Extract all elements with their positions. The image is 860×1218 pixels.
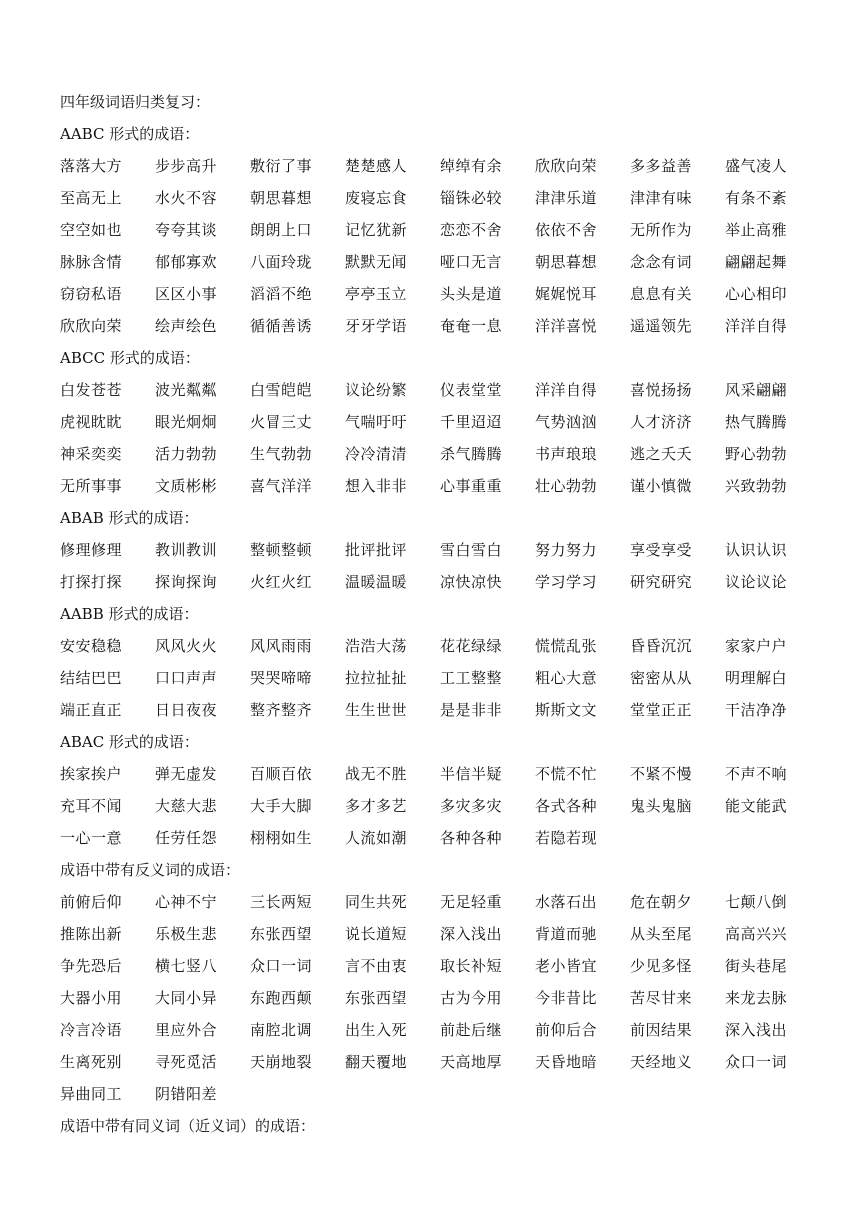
idiom-row [60, 470, 820, 502]
idiom-cell: 头头是道 [440, 285, 503, 303]
idiom-cell: 窃窃私语 [60, 285, 123, 303]
idiom-row [60, 438, 820, 470]
idiom-cell: 打探打探 [60, 573, 123, 591]
idiom-cell: 大同小异 [155, 989, 218, 1007]
idiom-row [60, 950, 820, 982]
section-heading: AABB 形式的成语： [60, 605, 199, 623]
idiom-cell: 朝思暮想 [250, 189, 313, 207]
idiom-cell: 想入非非 [345, 477, 408, 495]
idiom-cell: 无足轻重 [440, 893, 503, 911]
idiom-cell: 绰绰有余 [440, 157, 503, 175]
section-heading: 成语中带有同义词（近义词）的成语： [60, 1117, 316, 1135]
idiom-cell: 气喘吁吁 [345, 413, 408, 431]
idiom-cell: 慌慌乱张 [535, 637, 598, 655]
idiom-cell: 多灾多灾 [440, 797, 503, 815]
idiom-cell: 野心勃勃 [725, 445, 788, 463]
idiom-cell: 昏昏沉沉 [630, 637, 693, 655]
idiom-cell: 大器小用 [60, 989, 123, 1007]
idiom-cell: 乐极生悲 [155, 925, 218, 943]
idiom-cell: 口口声声 [155, 669, 218, 687]
idiom-cell: 雪白雪白 [440, 541, 503, 559]
idiom-cell: 言不由衷 [345, 957, 408, 975]
idiom-cell: 多多益善 [630, 157, 693, 175]
idiom-cell: 白发苍苍 [60, 381, 123, 399]
idiom-cell: 文质彬彬 [155, 477, 218, 495]
idiom-cell: 前俯后仰 [60, 893, 123, 911]
idiom-cell: 翻天覆地 [345, 1053, 408, 1071]
idiom-cell: 整顿整顿 [250, 541, 313, 559]
idiom-cell: 书声琅琅 [535, 445, 598, 463]
idiom-row [60, 662, 820, 694]
idiom-cell: 锱铢必较 [440, 189, 503, 207]
idiom-cell: 生离死别 [60, 1053, 123, 1071]
idiom-cell: 落落大方 [60, 157, 123, 175]
idiom-cell: 花花绿绿 [440, 637, 503, 655]
idiom-cell: 工工整整 [440, 669, 503, 687]
idiom-cell: 生气勃勃 [250, 445, 313, 463]
idiom-cell: 众口一词 [725, 1053, 788, 1071]
idiom-cell: 循循善诱 [250, 317, 313, 335]
idiom-cell: 争先恐后 [60, 957, 123, 975]
idiom-cell: 多才多艺 [345, 797, 408, 815]
idiom-cell: 人流如潮 [345, 829, 408, 847]
idiom-row [60, 310, 820, 342]
idiom-cell: 前赴后继 [440, 1021, 503, 1039]
idiom-cell: 区区小事 [155, 285, 218, 303]
idiom-cell: 眼光炯炯 [155, 413, 218, 431]
idiom-cell: 杀气腾腾 [440, 445, 503, 463]
document-title: 四年级词语归类复习： [60, 93, 211, 111]
idiom-cell: 三长两短 [250, 893, 313, 911]
idiom-cell: 各种各种 [440, 829, 503, 847]
idiom-cell: 盛气凌人 [725, 157, 788, 175]
idiom-cell: 阴错阳差 [155, 1085, 218, 1103]
idiom-cell: 喜气洋洋 [250, 477, 313, 495]
idiom-cell: 白雪皑皑 [250, 381, 313, 399]
section-heading: ABCC 形式的成语： [60, 349, 200, 367]
idiom-cell: 哑口无言 [440, 253, 503, 271]
idiom-cell: 念念有词 [630, 253, 693, 271]
idiom-row [60, 214, 820, 246]
idiom-cell: 能文能武 [725, 797, 788, 815]
idiom-cell: 翩翩起舞 [725, 253, 788, 271]
idiom-cell: 出生入死 [345, 1021, 408, 1039]
idiom-row [60, 1046, 820, 1078]
idiom-cell: 半信半疑 [440, 765, 503, 783]
section-heading: AABC 形式的成语： [60, 125, 200, 143]
idiom-cell: 各式各种 [535, 797, 598, 815]
idiom-cell: 整齐整齐 [250, 701, 313, 719]
idiom-row [60, 182, 820, 214]
idiom-cell: 哭哭啼啼 [250, 669, 313, 687]
idiom-cell: 东张西望 [345, 989, 408, 1007]
idiom-cell: 步步高升 [155, 157, 218, 175]
idiom-cell: 滔滔不绝 [250, 285, 313, 303]
idiom-cell: 安安稳稳 [60, 637, 123, 655]
idiom-cell: 拉拉扯扯 [345, 669, 408, 687]
idiom-cell: 同生共死 [345, 893, 408, 911]
idiom-cell: 不慌不忙 [535, 765, 598, 783]
idiom-cell: 恋恋不舍 [440, 221, 503, 239]
idiom-cell: 寻死觅活 [155, 1053, 218, 1071]
idiom-cell: 街头巷尾 [725, 957, 788, 975]
idiom-cell: 东跑西颠 [250, 989, 313, 1007]
idiom-cell: 虎视眈眈 [60, 413, 123, 431]
idiom-cell: 依依不舍 [535, 221, 598, 239]
idiom-cell: 一心一意 [60, 829, 123, 847]
idiom-cell: 举止高雅 [725, 221, 788, 239]
idiom-row [60, 374, 820, 406]
idiom-cell: 干洁净净 [725, 701, 788, 719]
idiom-cell: 学习学习 [535, 573, 598, 591]
idiom-cell: 津津乐道 [535, 189, 598, 207]
idiom-cell: 探询探询 [155, 573, 218, 591]
idiom-cell: 脉脉含情 [60, 253, 123, 271]
idiom-cell: 逃之夭夭 [630, 445, 693, 463]
idiom-cell: 前仰后合 [535, 1021, 598, 1039]
idiom-cell: 牙牙学语 [345, 317, 408, 335]
idiom-cell: 来龙去脉 [725, 989, 788, 1007]
idiom-cell: 洋洋自得 [725, 317, 788, 335]
idiom-cell: 众口一词 [250, 957, 313, 975]
sections-container [60, 118, 820, 1142]
idiom-cell: 息息有关 [630, 285, 693, 303]
idiom-cell: 堂堂正正 [630, 701, 693, 719]
idiom-row [60, 406, 820, 438]
idiom-cell: 郁郁寡欢 [155, 253, 218, 271]
idiom-cell: 努力努力 [535, 541, 598, 559]
idiom-cell: 不声不响 [725, 765, 788, 783]
idiom-cell: 千里迢迢 [440, 413, 503, 431]
idiom-cell: 修理修理 [60, 541, 123, 559]
idiom-row [60, 982, 820, 1014]
idiom-cell: 仪表堂堂 [440, 381, 503, 399]
idiom-cell: 浩浩大荡 [345, 637, 408, 655]
idiom-cell: 栩栩如生 [250, 829, 313, 847]
idiom-cell: 议论纷繁 [345, 381, 408, 399]
idiom-cell: 斯斯文文 [535, 701, 598, 719]
idiom-cell: 天崩地裂 [250, 1053, 313, 1071]
idiom-cell: 火冒三丈 [250, 413, 313, 431]
idiom-cell: 横七竖八 [155, 957, 218, 975]
idiom-cell: 背道而驰 [535, 925, 598, 943]
idiom-cell: 至高无上 [60, 189, 123, 207]
idiom-cell: 任劳任怨 [155, 829, 218, 847]
idiom-cell: 凉快凉快 [440, 573, 503, 591]
idiom-cell: 有条不紊 [725, 189, 788, 207]
idiom-cell: 天高地厚 [440, 1053, 503, 1071]
idiom-cell: 取长补短 [440, 957, 503, 975]
idiom-row [60, 630, 820, 662]
idiom-cell: 深入浅出 [440, 925, 503, 943]
idiom-cell: 结结巴巴 [60, 669, 123, 687]
section-heading: ABAC 形式的成语： [60, 733, 199, 751]
idiom-cell: 温暖温暖 [345, 573, 408, 591]
idiom-cell: 少见多怪 [630, 957, 693, 975]
idiom-cell: 热气腾腾 [725, 413, 788, 431]
idiom-cell: 欣欣向荣 [60, 317, 123, 335]
idiom-cell: 默默无闻 [345, 253, 408, 271]
idiom-cell: 洋洋自得 [535, 381, 598, 399]
idiom-cell: 若隐若现 [535, 829, 598, 847]
idiom-row [60, 822, 820, 854]
section-heading: 成语中带有反义词的成语： [60, 861, 241, 879]
idiom-cell: 活力勃勃 [155, 445, 218, 463]
idiom-cell: 风采翩翩 [725, 381, 788, 399]
idiom-cell: 是是非非 [440, 701, 503, 719]
idiom-cell: 神采奕奕 [60, 445, 123, 463]
idiom-cell: 喜悦扬扬 [630, 381, 693, 399]
idiom-cell: 说长道短 [345, 925, 408, 943]
idiom-cell: 敷衍了事 [250, 157, 313, 175]
idiom-cell: 大慈大悲 [155, 797, 218, 815]
idiom-cell: 苦尽甘来 [630, 989, 693, 1007]
idiom-cell: 南腔北调 [250, 1021, 313, 1039]
idiom-cell: 议论议论 [725, 573, 788, 591]
idiom-cell: 心事重重 [440, 477, 503, 495]
idiom-cell: 里应外合 [155, 1021, 218, 1039]
idiom-cell: 无所作为 [630, 221, 693, 239]
idiom-cell: 洋洋喜悦 [535, 317, 598, 335]
idiom-cell: 娓娓悦耳 [535, 285, 598, 303]
idiom-cell: 欣欣向荣 [535, 157, 598, 175]
idiom-row [60, 886, 820, 918]
idiom-cell: 奄奄一息 [440, 317, 503, 335]
idiom-cell: 推陈出新 [60, 925, 123, 943]
idiom-row [60, 790, 820, 822]
idiom-cell: 生生世世 [345, 701, 408, 719]
idiom-row [60, 1078, 820, 1110]
idiom-cell: 风风雨雨 [250, 637, 313, 655]
idiom-row [60, 534, 820, 566]
idiom-cell: 冷冷清清 [345, 445, 408, 463]
idiom-cell: 教训教训 [155, 541, 218, 559]
idiom-cell: 明理解白 [725, 669, 788, 687]
idiom-cell: 遥遥领先 [630, 317, 693, 335]
idiom-cell: 战无不胜 [345, 765, 408, 783]
idiom-cell: 风风火火 [155, 637, 218, 655]
document-body [60, 86, 820, 1142]
idiom-cell: 异曲同工 [60, 1085, 123, 1103]
idiom-cell: 亭亭玉立 [345, 285, 408, 303]
idiom-cell: 绘声绘色 [155, 317, 218, 335]
idiom-cell: 水落石出 [535, 893, 598, 911]
idiom-cell: 津津有味 [630, 189, 693, 207]
idiom-cell: 夸夸其谈 [155, 221, 218, 239]
idiom-cell: 记忆犹新 [345, 221, 408, 239]
idiom-cell: 充耳不闻 [60, 797, 123, 815]
idiom-cell: 密密从从 [630, 669, 693, 687]
idiom-cell: 家家户户 [725, 637, 788, 655]
idiom-cell: 天经地义 [630, 1053, 693, 1071]
idiom-cell: 认识认识 [725, 541, 788, 559]
idiom-cell: 兴致勃勃 [725, 477, 788, 495]
idiom-cell: 享受享受 [630, 541, 693, 559]
idiom-cell: 今非昔比 [535, 989, 598, 1007]
idiom-cell: 谨小慎微 [630, 477, 693, 495]
idiom-cell: 端正直正 [60, 701, 123, 719]
idiom-cell: 大手大脚 [250, 797, 313, 815]
idiom-cell: 前因结果 [630, 1021, 693, 1039]
idiom-cell: 危在朝夕 [630, 893, 693, 911]
idiom-row [60, 246, 820, 278]
idiom-cell: 百顺百依 [250, 765, 313, 783]
idiom-row [60, 758, 820, 790]
idiom-cell: 气势汹汹 [535, 413, 598, 431]
idiom-cell: 老小皆宜 [535, 957, 598, 975]
idiom-cell: 从头至尾 [630, 925, 693, 943]
idiom-cell: 八面玲珑 [250, 253, 313, 271]
idiom-cell: 挨家挨户 [60, 765, 123, 783]
idiom-cell: 波光粼粼 [155, 381, 218, 399]
idiom-row [60, 566, 820, 598]
idiom-cell: 不紧不慢 [630, 765, 693, 783]
idiom-cell: 批评批评 [345, 541, 408, 559]
idiom-row [60, 694, 820, 726]
idiom-cell: 废寝忘食 [345, 189, 408, 207]
idiom-cell: 冷言冷语 [60, 1021, 123, 1039]
section-heading: ABAB 形式的成语： [60, 509, 199, 527]
idiom-cell: 弹无虚发 [155, 765, 218, 783]
idiom-row [60, 150, 820, 182]
idiom-cell: 深入浅出 [725, 1021, 788, 1039]
idiom-cell: 楚楚感人 [345, 157, 408, 175]
idiom-cell: 水火不容 [155, 189, 218, 207]
idiom-cell: 粗心大意 [535, 669, 598, 687]
idiom-cell: 心心相印 [725, 285, 788, 303]
idiom-cell: 壮心勃勃 [535, 477, 598, 495]
idiom-cell: 日日夜夜 [155, 701, 218, 719]
idiom-cell: 朗朗上口 [250, 221, 313, 239]
idiom-cell: 东张西望 [250, 925, 313, 943]
idiom-cell: 研究研究 [630, 573, 693, 591]
idiom-cell: 无所事事 [60, 477, 123, 495]
idiom-cell: 高高兴兴 [725, 925, 788, 943]
idiom-cell: 心神不宁 [155, 893, 218, 911]
idiom-cell: 古为今用 [440, 989, 503, 1007]
idiom-cell: 天昏地暗 [535, 1053, 598, 1071]
idiom-cell: 七颠八倒 [725, 893, 788, 911]
idiom-row [60, 918, 820, 950]
idiom-cell: 朝思暮想 [535, 253, 598, 271]
idiom-cell: 空空如也 [60, 221, 123, 239]
idiom-cell: 火红火红 [250, 573, 313, 591]
idiom-row [60, 278, 820, 310]
idiom-cell: 鬼头鬼脑 [630, 797, 693, 815]
idiom-cell: 人才济济 [630, 413, 693, 431]
idiom-row [60, 1014, 820, 1046]
